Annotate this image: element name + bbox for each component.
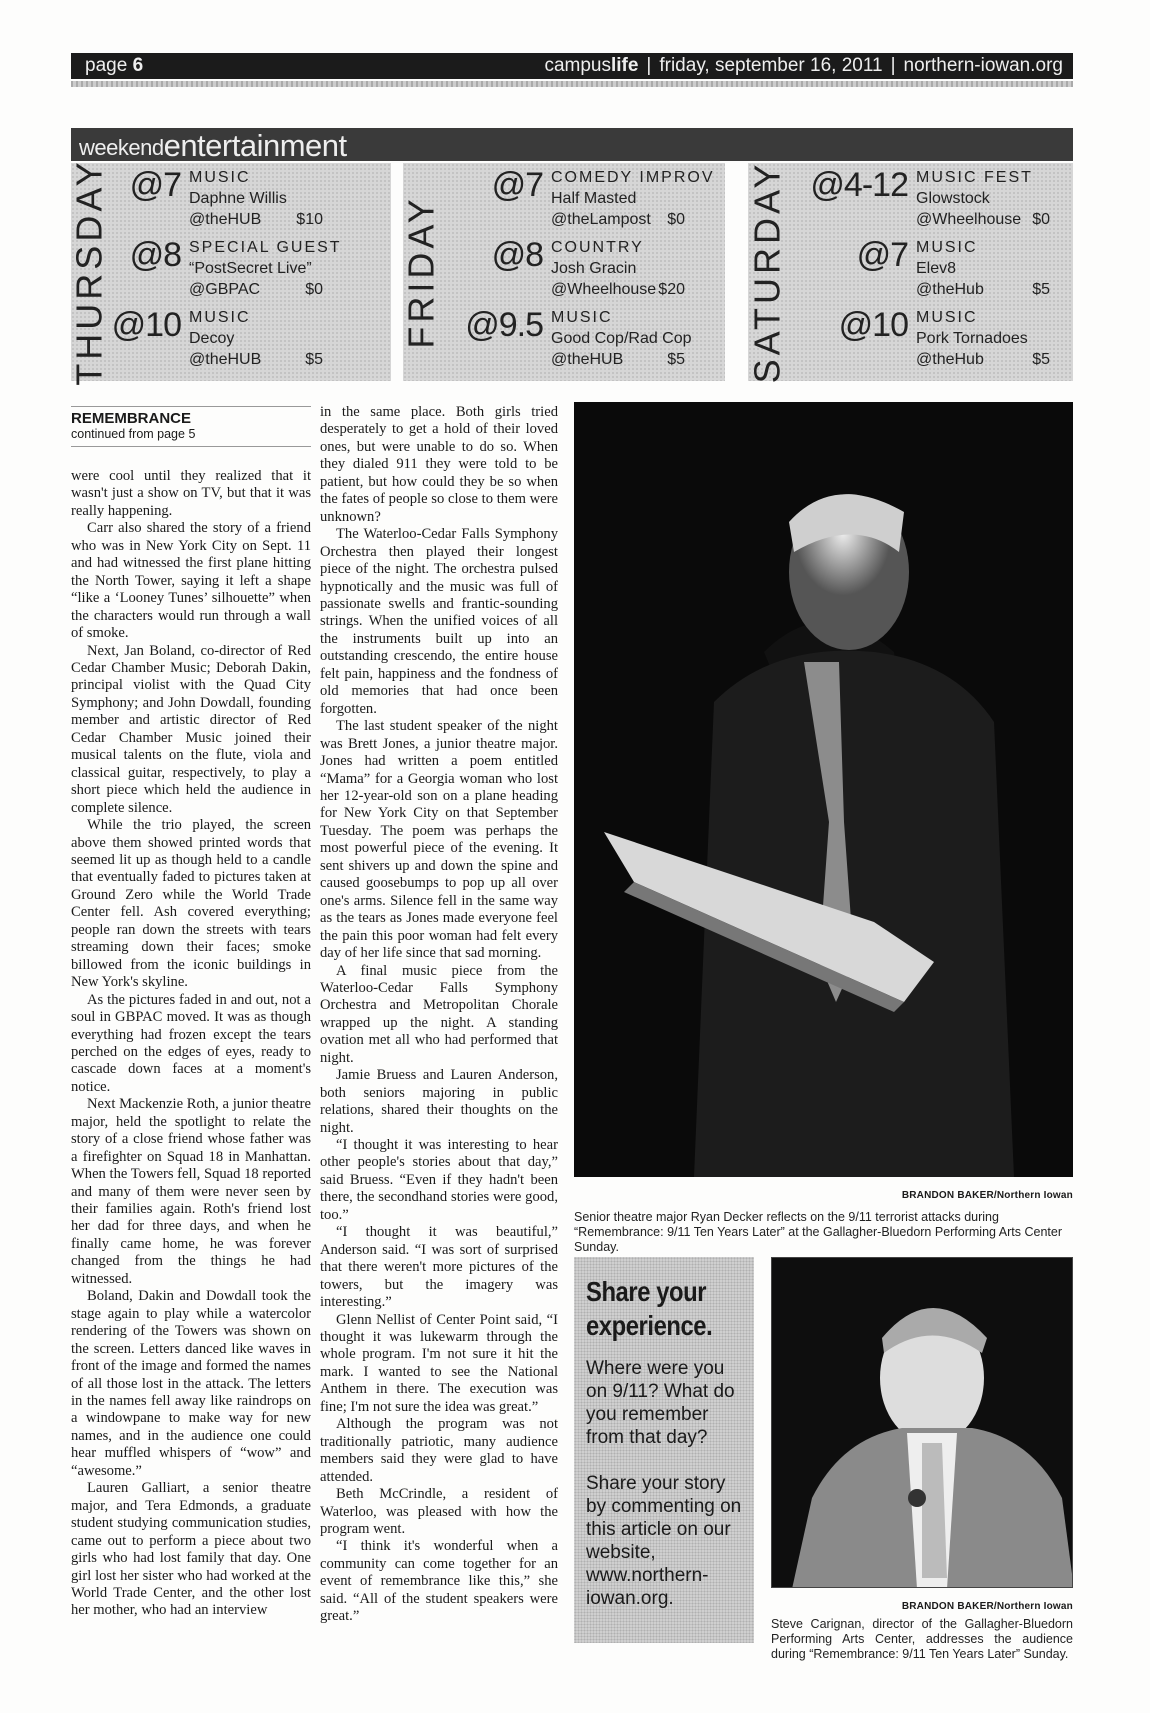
event-venue: @theHub <box>916 281 984 298</box>
event-category: MUSIC FEST <box>916 169 1033 186</box>
photo-caption-2: Steve Carignan, director of the Gallagher-Bluedorn Performing Arts Center, addresses the audience during “Remembrance: 9/11 Ten Years Later” Sunday. <box>771 1617 1073 1661</box>
jump-line: continued from page 5 <box>71 427 196 441</box>
event-venue: @theHub <box>916 351 984 368</box>
share-cta: Share your story by commenting on this article on our website, www.northern-iowan.org. <box>586 1473 742 1609</box>
event-item <box>443 237 685 300</box>
article-paragraph: Beth McCrindle, a resident of Waterloo, was pleased with how the program went. <box>320 1486 558 1537</box>
share-question: Where were you on 9/11? What do you remember from that day? <box>586 1358 735 1448</box>
day-name: SATURDAY <box>746 160 787 384</box>
event-category: MUSIC <box>551 309 613 326</box>
event-price: $5 <box>667 351 685 368</box>
event-name: Josh Gracin <box>551 260 637 277</box>
event-item <box>788 167 1050 230</box>
event-price: $5 <box>1032 351 1050 368</box>
share-headline-line2: experience. <box>586 1310 713 1341</box>
article-paragraph: A final music piece from the Waterloo-Cedar Falls Symphony Orchestra and Metropolitan Chorale wrapped up the night. A standing ovation met all who had performed that night. <box>320 962 558 1066</box>
day-name: THURSDAY <box>69 158 111 386</box>
photo-steve-carignan <box>771 1257 1073 1588</box>
day-label <box>746 160 787 384</box>
page-number-value: 6 <box>132 55 144 76</box>
issue-date: friday, september 16, 2011 <box>659 55 883 76</box>
event-venue: @theHUB <box>189 351 262 368</box>
article-paragraph: “I think it's wonderful when a community can come together for an event of remembrance like this,” she said. “All of the student speakers were great.” <box>320 1538 558 1625</box>
photo-credit-2: BRANDON BAKER/Northern Iowan <box>901 1601 1073 1612</box>
event-name: Decoy <box>189 330 235 347</box>
page-header-bar <box>71 53 1073 79</box>
day-panel-thursday <box>69 158 391 386</box>
day-label <box>403 163 441 381</box>
header-divider <box>71 81 1073 87</box>
event-item <box>111 167 323 230</box>
event-item <box>788 237 1050 300</box>
event-time: @8 <box>129 236 181 274</box>
event-name: Elev8 <box>916 260 957 277</box>
event-time: @7 <box>491 166 543 204</box>
day-panel-friday <box>403 163 725 381</box>
event-item <box>443 307 692 370</box>
event-venue: @theHUB <box>551 351 624 368</box>
article-paragraph: While the trio played, the screen above them showed printed words that seemed lit up as though held to a candle that eventually faded to pictures taken at Ground Zero while the World Trade Center fell. Ash covered everything; people ran down the streets with tears streaming down their faces; smoke billowed from the iconic buildings in New York's skyline. <box>71 817 311 991</box>
event-time: @10 <box>111 306 181 344</box>
share-headline-line1: Share your <box>586 1276 707 1307</box>
event-name: Glowstock <box>916 190 990 207</box>
article-paragraph: Glenn Nellist of Center Point said, “I thought it was lukewarm through the whole program. I'm not sure it hit the mark. I wanted to see the National Anthem in there. The execution was fine; I'm not sure the idea was great.” <box>320 1311 558 1415</box>
event-time: @7 <box>856 236 908 274</box>
event-category: SPECIAL GUEST <box>189 239 342 256</box>
event-price: $20 <box>658 281 685 298</box>
day-name: FRIDAY <box>401 195 442 349</box>
event-price: $0 <box>305 281 323 298</box>
event-time: @10 <box>838 306 908 344</box>
event-price: $5 <box>305 351 323 368</box>
article-paragraph: The Waterloo-Cedar Falls Symphony Orchestra then played their longest piece of the night. The orchestra pulsed hypnotically and the music was full of passionate swells and frantic-sounding strings. When the unified voices of all the instruments built up into an outstanding crescendo, the entire house felt pain, happiness and the fondness of old memories that had once been forgotten. <box>320 526 558 717</box>
article-paragraph: As the pictures faded in and out, not a soul in GBPAC moved. It was as though everything had frozen except the tears perched on the edges of eyes, ready to cascade down faces at a moment's notice. <box>71 991 311 1095</box>
site-url: northern-iowan.org <box>903 55 1063 76</box>
event-category: MUSIC <box>916 239 978 256</box>
photo-ryan-decker <box>574 402 1073 1177</box>
page-label: page <box>85 55 128 76</box>
event-price: $5 <box>1032 281 1050 298</box>
article-paragraph: Jamie Bruess and Lauren Anderson, both seniors majoring in public relations, shared their thoughts on the night. <box>320 1067 558 1136</box>
article-paragraph: “I thought it was interesting to hear other people's stories about that day,” said Bruess. “Even if they hadn't been there, the secondhand stories were good, too.” <box>320 1137 558 1223</box>
event-item <box>788 307 1050 370</box>
article-paragraph: were cool until they realized that it wasn't just a show on TV, but that it was really happening. <box>71 468 311 519</box>
event-name: Half Masted <box>551 190 637 207</box>
article-paragraph: Boland, Dakin and Dowdall took the stage again to play while a watercolor rendering of the Towers was shown on the screen. Letters danced like waves in front of the image and formed the names of all those lost in the attack. The letters in the names fell away like raindrops on a windowpane to make way for new names, and in the audience one could hear muffled whispers of “wow” and “awesome.” <box>71 1288 311 1479</box>
article-paragraph: in the same place. Both girls tried desperately to get a hold of their loved ones, but were unable to do so. When they dialed 911 they were told to be patient, but how could they be so when the fates of people so close to them were unknown? <box>320 404 558 525</box>
event-time: @9.5 <box>465 306 543 344</box>
event-price: $0 <box>667 211 685 228</box>
page-number <box>85 55 143 77</box>
event-venue: @theLampost <box>551 211 651 228</box>
event-venue: @Wheelhouse <box>916 211 1022 228</box>
article-paragraph: The last student speaker of the night was Brett Jones, a junior theatre major. Jones had written a poem entitled “Mama” for a Georgia woman who lost her 12-year-old son on a plane heading for New York City on that September Tuesday. The poem was perhaps the most powerful piece of the evening. It sent shivers up and down the spine and caused goosebumps to pop up all over one's arms. Silence fell in the same way as the tears as Jones made everyone feel the pain this poor woman had felt every day of her life since that sad morning. <box>320 718 558 962</box>
event-category: COUNTRY <box>551 239 644 256</box>
article-paragraph: Although the program was not traditionally patriotic, many audience members said they were glad to have attended. <box>320 1416 558 1485</box>
share-experience-box <box>574 1257 754 1643</box>
event-item <box>111 307 323 370</box>
section-name: campus <box>544 55 611 76</box>
photo-caption: Senior theatre major Ryan Decker reflects on the 9/11 terrorist attacks during “Remembrance: 9/11 Ten Years Later” at the Gallagher-Bluedorn Performing Arts Center Sunday. <box>574 1210 1062 1254</box>
article-paragraph: Next, Jan Boland, co-director of Red Cedar Chamber Music; Deborah Dakin, principal violist with the Quad City Symphony; and John Dowdall, founding member and artistic director of Red Cedar Chamber Music joined their musical talents on the flute, viola and classical guitar, respectively, to play a short piece which held the audience in complete silence. <box>71 642 311 816</box>
banner-title-light: weekend <box>79 135 164 160</box>
performer-photo-illustration <box>574 402 1073 1177</box>
event-item <box>111 237 342 300</box>
event-price: $10 <box>296 211 323 228</box>
photo-credit: BRANDON BAKER/Northern Iowan <box>901 1190 1073 1201</box>
article-paragraph: “I thought it was beautiful,” Anderson said. “I was sort of surprised that there weren't more pictures of the towers, but the imagery was interesting.” <box>320 1224 558 1311</box>
header-meta: campuslife | friday, september 16, 2011 | northern-iowan.org <box>544 55 1063 76</box>
event-category: MUSIC <box>916 309 978 326</box>
event-category: MUSIC <box>189 169 251 186</box>
event-name: Pork Tornadoes <box>916 330 1028 347</box>
event-category: MUSIC <box>189 309 251 326</box>
event-item <box>443 167 715 230</box>
speaker-photo-illustration <box>772 1258 1073 1588</box>
article-jump-header <box>71 406 311 447</box>
article-paragraph: Next Mackenzie Roth, a junior theatre major, held the spotlight to relate the story of a close friend whose father was a firefighter on Squad 18 in Manhattan. When the Towers fell, Squad 18 reported and many of them were never seen by their families again. Roth's friend lost her dad for three days, and when he finally came home, he was forever changed from the things he had witnessed. <box>71 1096 311 1287</box>
event-venue: @Wheelhouse <box>551 281 657 298</box>
event-venue: @GBPAC <box>189 281 261 298</box>
event-price: $0 <box>1032 211 1050 228</box>
event-name: “PostSecret Live” <box>189 260 312 277</box>
article-paragraph: Carr also shared the story of a friend who was in New York City on Sept. 11 and had witnessed the first plane hitting the North Tower, saying it left a shape “like a ‘Looney Tunes’ silhouette” when the characters would run through a wall of smoke. <box>71 520 311 642</box>
event-time: @4-12 <box>810 166 908 204</box>
banner-title-bold: entertainment <box>163 128 347 163</box>
section-name-bold: life <box>610 55 639 76</box>
event-name: Daphne Willis <box>189 190 287 207</box>
day-panel-saturday <box>746 160 1073 384</box>
article-column-1 <box>71 468 311 1620</box>
article-paragraph: Lauren Galliart, a senior theatre major, and Tera Edmonds, a graduate student studying communication studies, came out to perform a piece about two girls who had lost family that day. One girl lost her sister who had worked at the World Trade Center, and the other lost her mother, who had an interview <box>71 1480 311 1619</box>
weekend-entertainment-banner <box>71 128 1073 161</box>
event-name: Good Cop/Rad Cop <box>551 330 692 347</box>
event-time: @8 <box>491 236 543 274</box>
event-venue: @theHUB <box>189 211 262 228</box>
event-category: COMEDY IMPROV <box>551 169 715 186</box>
day-label <box>69 158 111 386</box>
article-column-2 <box>320 404 558 1626</box>
event-time: @7 <box>129 166 181 204</box>
article-kicker: REMEMBRANCE <box>71 410 191 427</box>
